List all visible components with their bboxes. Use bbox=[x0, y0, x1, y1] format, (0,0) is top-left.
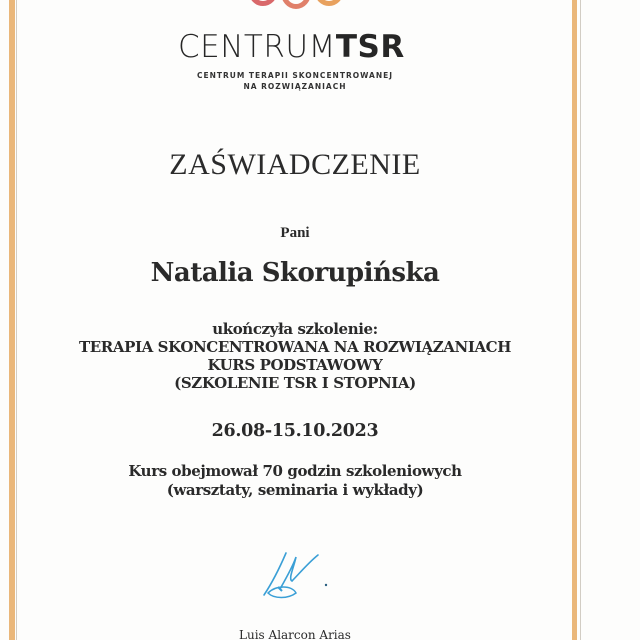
logo-name-light: CENTRUM bbox=[178, 29, 336, 65]
course-block bbox=[0, 320, 590, 392]
course-level: KURS PODSTAWOWY bbox=[207, 356, 383, 374]
signature-icon bbox=[258, 545, 348, 605]
hours-line: Kurs obejmował 70 godzin szkoleniowych bbox=[128, 462, 462, 480]
recipient-name: Natalia Skorupińska bbox=[150, 258, 440, 288]
signer-name: Luis Alarcon Arias bbox=[239, 628, 351, 642]
logo-wordmark bbox=[178, 29, 418, 65]
course-name: TERAPIA SKONCENTROWANA NA ROZWIĄZANIACH bbox=[79, 338, 511, 356]
completed-label: ukończyła szkolenie: bbox=[212, 320, 378, 338]
salutation: Pani bbox=[280, 225, 310, 241]
course-subtitle: (SZKOLENIE TSR I STOPNIA) bbox=[174, 374, 416, 392]
loops-icon bbox=[245, 0, 355, 12]
logo-name-bold: TSR bbox=[335, 29, 405, 65]
hours-detail: (warsztaty, seminaria i wykłady) bbox=[166, 481, 424, 499]
course-dates: 26.08-15.10.2023 bbox=[211, 421, 379, 441]
tagline-line-1: CENTRUM TERAPII SKONCENTROWANEJ bbox=[196, 71, 394, 80]
hours-block bbox=[0, 462, 590, 500]
certificate-title: ZAŚWIADCZENIE bbox=[169, 148, 421, 181]
logo-tagline bbox=[170, 70, 420, 92]
tagline-line-2: NA ROZWIĄZANIACH bbox=[243, 82, 347, 91]
